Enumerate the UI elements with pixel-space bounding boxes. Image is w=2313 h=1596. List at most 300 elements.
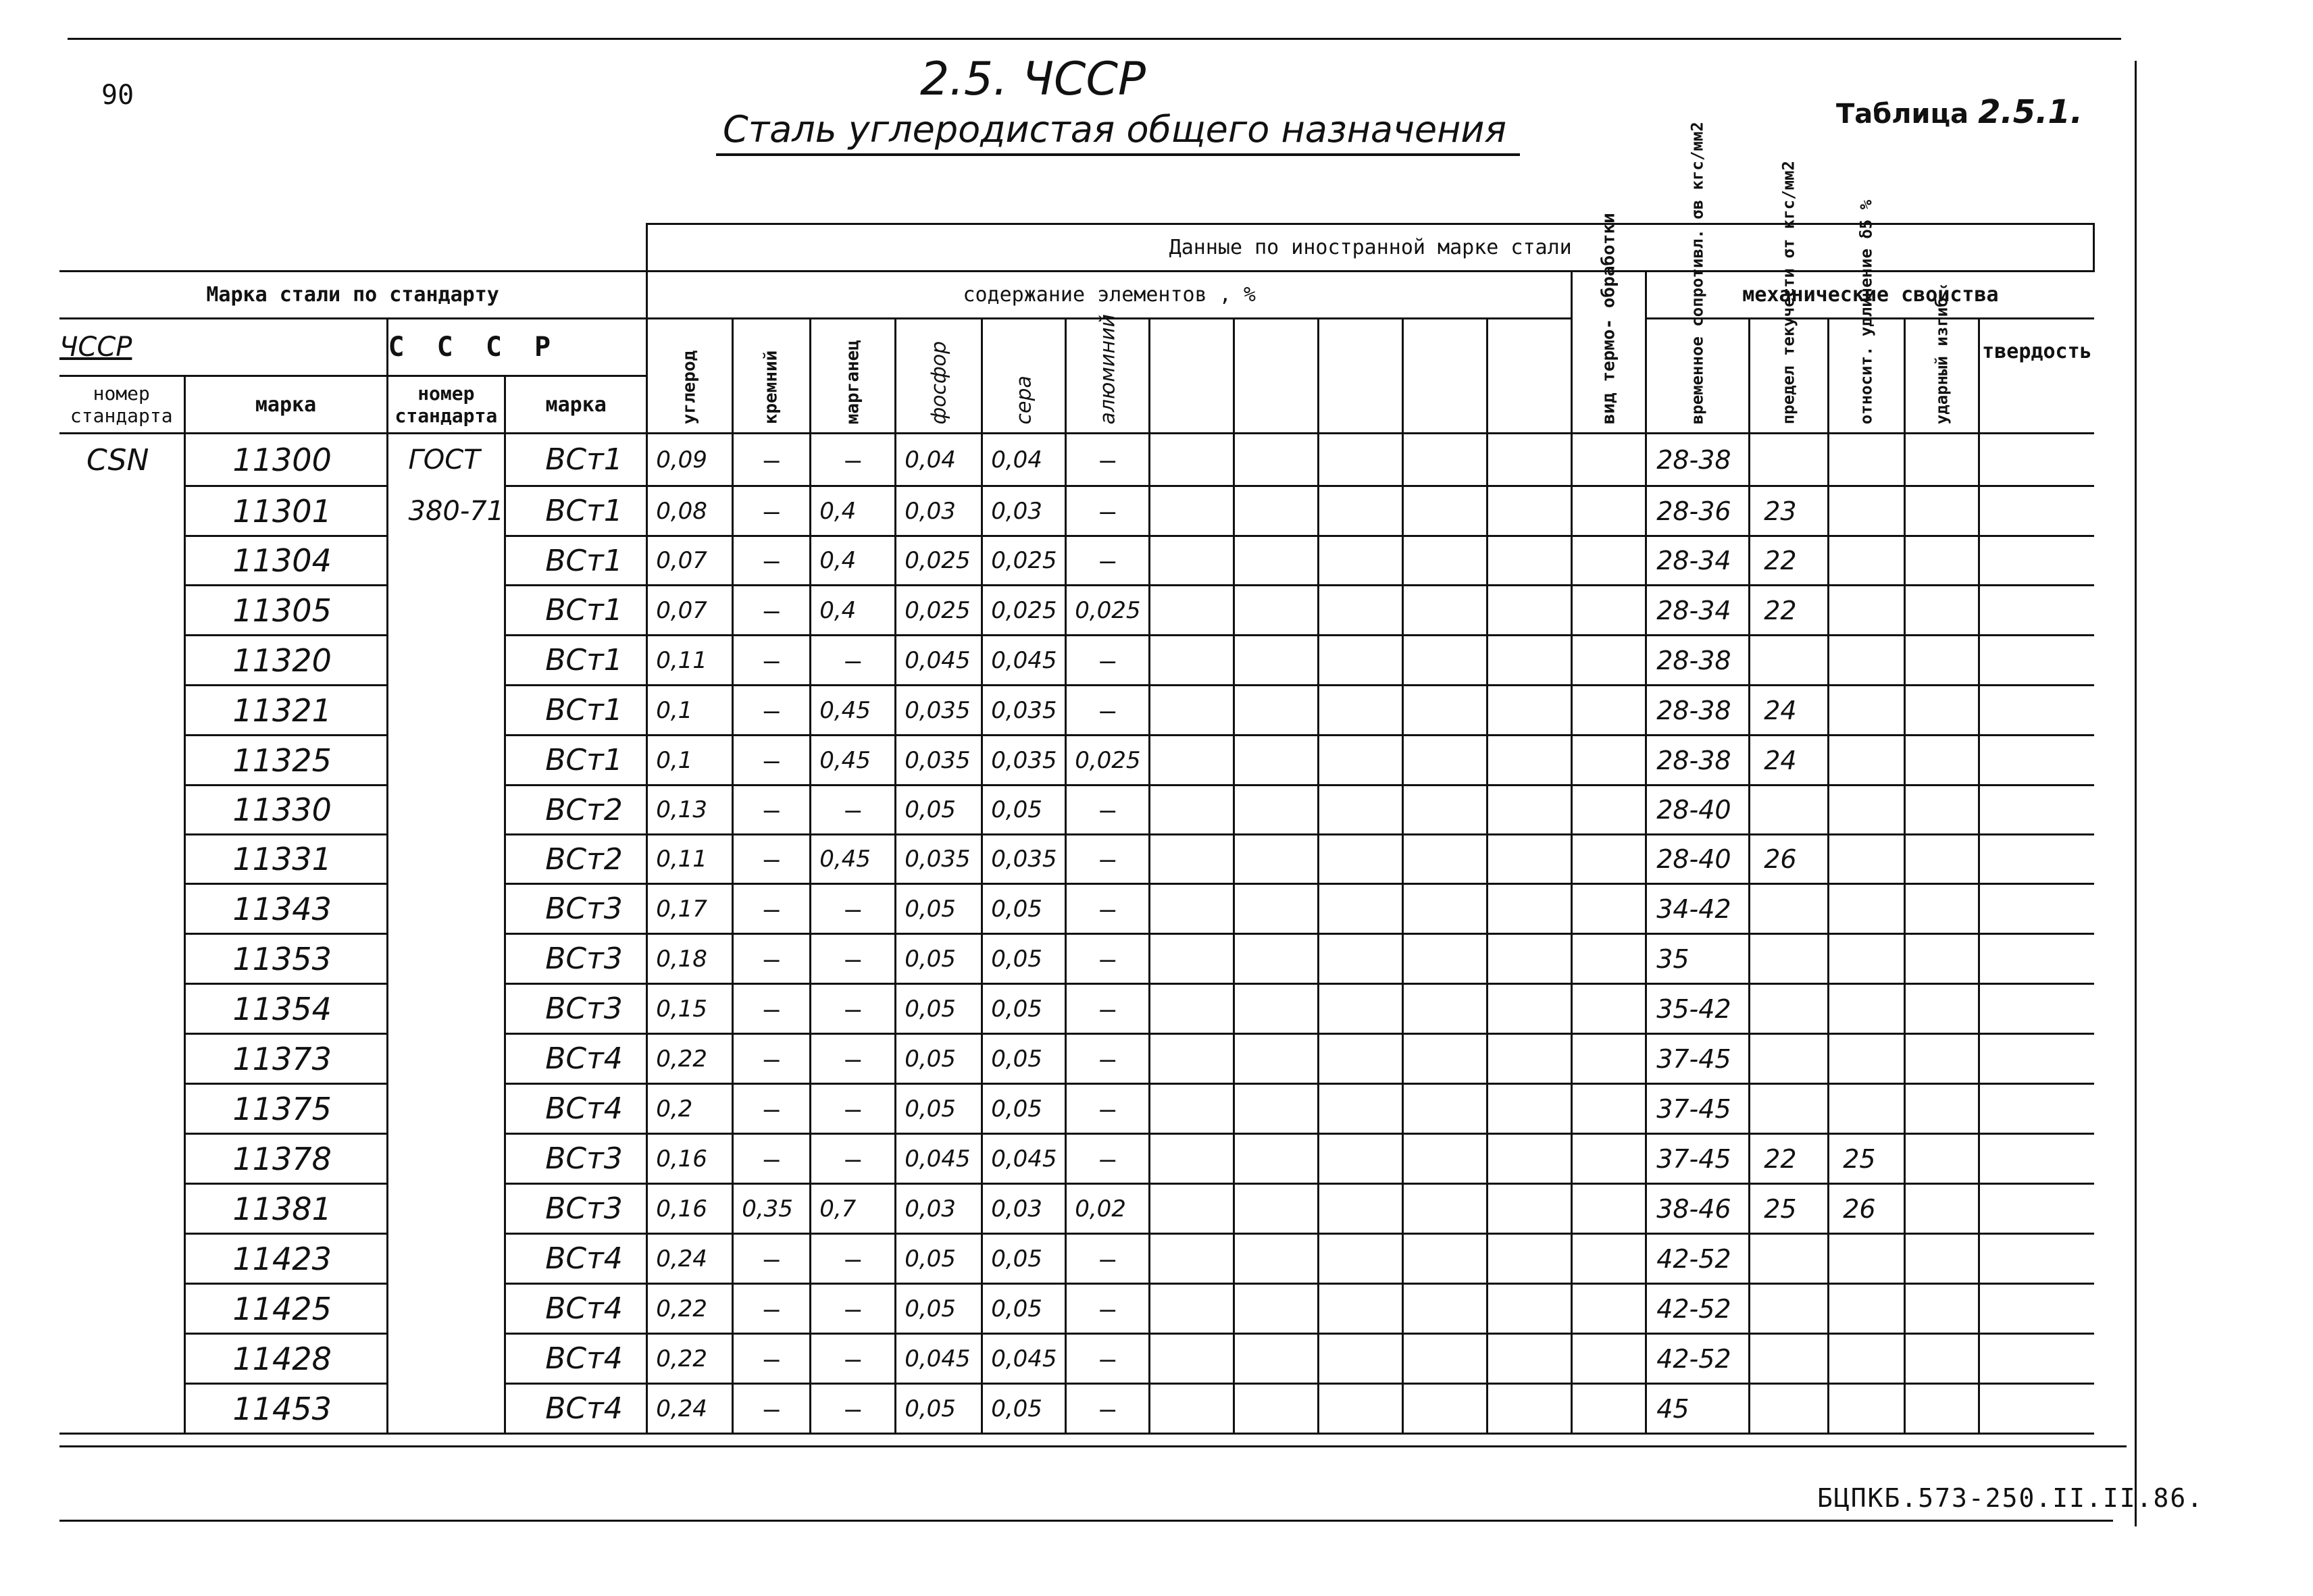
hardness-cell: [1979, 1384, 2094, 1434]
hardness-cell: [1979, 835, 2094, 884]
aluminum-cell: –: [1066, 934, 1150, 984]
phosphorus-cell: 0,05: [896, 786, 982, 835]
yield-cell: [1750, 1384, 1829, 1434]
elongation-cell: [1829, 1084, 1905, 1134]
manganese-cell: –: [811, 1284, 896, 1334]
silicon-cell: –: [733, 486, 811, 536]
sulfur-cell: 0,05: [982, 786, 1066, 835]
sulfur-cell: 0,045: [982, 1334, 1066, 1384]
silicon-cell: –: [733, 835, 811, 884]
empty-element-col-1: [1150, 319, 1234, 434]
silicon-cell: –: [733, 1284, 811, 1334]
empty-element-cell: [1403, 934, 1488, 984]
standard-cell: [59, 586, 184, 636]
yield-cell: 24: [1750, 736, 1829, 786]
foreign-data-header: Данные по иностранной марке стали: [647, 224, 2094, 272]
elongation-cell: [1829, 1034, 1905, 1084]
empty-element-cell: [1319, 736, 1403, 786]
standard-cell: [59, 1034, 184, 1084]
hardness-cell: [1979, 686, 2094, 736]
phosphorus-cell: 0,05: [896, 1234, 982, 1284]
silicon-cell: –: [733, 636, 811, 686]
empty-element-cell: [1319, 835, 1403, 884]
manganese-cell: –: [811, 1334, 896, 1384]
impact-cell: [1905, 835, 1979, 884]
empty-element-cell: [1234, 1334, 1319, 1384]
sulfur-cell: 0,03: [982, 1184, 1066, 1234]
heat-treatment-cell: [1572, 1084, 1646, 1134]
empty-element-cell: [1488, 434, 1572, 486]
heat-treatment-header: вид термо- обработки: [1572, 272, 1646, 434]
carbon-cell: 0,22: [647, 1334, 733, 1384]
heat-treatment-cell: [1572, 686, 1646, 736]
sulfur-cell: 0,035: [982, 736, 1066, 786]
yield-cell: [1750, 1234, 1829, 1284]
page-number: 90: [101, 80, 134, 111]
empty-element-cell: [1488, 835, 1572, 884]
blank-corner: [59, 224, 647, 272]
ussr-grade-cell: ВСт2: [505, 786, 647, 835]
table-row: [59, 1384, 2094, 1434]
empty-element-cell: [1488, 1284, 1572, 1334]
gost-cell: ГОСТ: [387, 434, 505, 486]
standard-cell: [59, 984, 184, 1034]
empty-element-cell: [1234, 934, 1319, 984]
elongation-cell: 25: [1829, 1134, 1905, 1184]
empty-element-cell: [1234, 835, 1319, 884]
carbon-cell: 0,22: [647, 1284, 733, 1334]
heat-treatment-cell: [1572, 835, 1646, 884]
yield-cell: [1750, 1084, 1829, 1134]
elongation-cell: [1829, 486, 1905, 536]
empty-element-cell: [1488, 1234, 1572, 1284]
aluminum-cell: –: [1066, 434, 1150, 486]
gost-cell: [387, 1034, 505, 1084]
table-row: [59, 1084, 2094, 1134]
empty-element-cell: [1319, 1184, 1403, 1234]
table-row: [59, 1134, 2094, 1184]
sulfur-cell: 0,05: [982, 934, 1066, 984]
phosphorus-cell: 0,05: [896, 934, 982, 984]
empty-element-cell: [1150, 536, 1234, 586]
tensile-cell: 28-38: [1646, 686, 1750, 736]
elongation-cell: [1829, 1284, 1905, 1334]
bottom-rule: [59, 1445, 2127, 1447]
yield-cell: 22: [1750, 536, 1829, 586]
empty-element-cell: [1488, 536, 1572, 586]
carbon-cell: 0,11: [647, 636, 733, 686]
empty-element-cell: [1234, 586, 1319, 636]
tensile-cell: 34-42: [1646, 884, 1750, 934]
aluminum-cell: –: [1066, 686, 1150, 736]
composition-header: содержание элементов , %: [647, 272, 1572, 319]
phosphorus-cell: 0,05: [896, 984, 982, 1034]
elongation-cell: [1829, 934, 1905, 984]
yield-cell: [1750, 984, 1829, 1034]
empty-element-cell: [1234, 1084, 1319, 1134]
gost-cell: [387, 835, 505, 884]
empty-element-cell: [1234, 636, 1319, 686]
elongation-cell: [1829, 636, 1905, 686]
manganese-cell: –: [811, 934, 896, 984]
impact-cell: [1905, 1334, 1979, 1384]
standard-cell: [59, 835, 184, 884]
ussr-grade-cell: ВСт1: [505, 736, 647, 786]
carbon-cell: 0,07: [647, 536, 733, 586]
elongation-cell: [1829, 686, 1905, 736]
yield-cell: 22: [1750, 1134, 1829, 1184]
ussr-grade-cell: ВСт4: [505, 1334, 647, 1384]
table-row: [59, 434, 2094, 486]
tensile-cell: 28-36: [1646, 486, 1750, 536]
tensile-cell: 35-42: [1646, 984, 1750, 1034]
empty-element-cell: [1319, 1234, 1403, 1284]
empty-element-cell: [1488, 736, 1572, 786]
empty-element-cell: [1150, 434, 1234, 486]
heat-treatment-cell: [1572, 1234, 1646, 1284]
empty-element-cell: [1488, 1034, 1572, 1084]
aluminum-cell: 0,025: [1066, 586, 1150, 636]
yield-cell: [1750, 434, 1829, 486]
impact-cell: [1905, 884, 1979, 934]
silicon-cell: –: [733, 536, 811, 586]
carbon-cell: 0,16: [647, 1184, 733, 1234]
aluminum-cell: –: [1066, 486, 1150, 536]
heat-treatment-cell: [1572, 1134, 1646, 1184]
section-title: 2.5. ЧССР: [920, 53, 1146, 106]
empty-element-cell: [1403, 1334, 1488, 1384]
empty-element-cell: [1319, 786, 1403, 835]
empty-element-cell: [1234, 786, 1319, 835]
carbon-cell: 0,15: [647, 984, 733, 1034]
heat-treatment-cell: [1572, 1384, 1646, 1434]
empty-element-cell: [1403, 884, 1488, 934]
phosphorus-cell: 0,045: [896, 1134, 982, 1184]
table-row: [59, 786, 2094, 835]
elongation-cell: [1829, 736, 1905, 786]
sulfur-cell: 0,035: [982, 835, 1066, 884]
empty-element-cell: [1488, 884, 1572, 934]
table-row: [59, 486, 2094, 536]
tensile-cell: 28-40: [1646, 786, 1750, 835]
table-row: [59, 835, 2094, 884]
phosphorus-cell: 0,035: [896, 835, 982, 884]
silicon-cell: 0,35: [733, 1184, 811, 1234]
ussr-grade-cell: ВСт1: [505, 686, 647, 736]
mechanical-properties-header: механические свойства: [1646, 272, 2094, 319]
tensile-cell: 37-45: [1646, 1134, 1750, 1184]
carbon-cell: 0,13: [647, 786, 733, 835]
impact-cell: [1905, 1034, 1979, 1084]
table-row: [59, 1334, 2094, 1384]
ussr-grade-header: марка: [505, 376, 647, 434]
ussr-grade-cell: ВСт1: [505, 434, 647, 486]
standard-cell: [59, 686, 184, 736]
hardness-cell: [1979, 586, 2094, 636]
grade-cell: 11301: [184, 486, 387, 536]
impact-cell: [1905, 586, 1979, 636]
manganese-cell: –: [811, 884, 896, 934]
tensile-cell: 28-38: [1646, 636, 1750, 686]
yield-cell: [1750, 1034, 1829, 1084]
manganese-header: марганец: [811, 319, 896, 434]
standard-cell: [59, 786, 184, 835]
grade-cell: 11343: [184, 884, 387, 934]
silicon-header: кремний: [733, 319, 811, 434]
sulfur-cell: 0,025: [982, 536, 1066, 586]
table-row: [59, 636, 2094, 686]
empty-element-cell: [1488, 1184, 1572, 1234]
grade-cell: 11331: [184, 835, 387, 884]
standard-cell: [59, 1184, 184, 1234]
impact-cell: [1905, 486, 1979, 536]
carbon-cell: 0,1: [647, 736, 733, 786]
table-row: [59, 934, 2094, 984]
aluminum-cell: –: [1066, 1034, 1150, 1084]
tensile-strength-header: временное сопротивл. σв кгс/мм2: [1646, 319, 1750, 434]
impact-cell: [1905, 636, 1979, 686]
aluminum-cell: –: [1066, 984, 1150, 1034]
tensile-cell: 28-38: [1646, 434, 1750, 486]
table-row: [59, 736, 2094, 786]
ussr-grade-cell: ВСт3: [505, 934, 647, 984]
aluminum-cell: –: [1066, 1334, 1150, 1384]
aluminum-cell: –: [1066, 884, 1150, 934]
footer-rule: [59, 1520, 2113, 1522]
phosphorus-cell: 0,05: [896, 884, 982, 934]
standard-cell: [59, 636, 184, 686]
ussr-grade-cell: ВСт4: [505, 1084, 647, 1134]
carbon-cell: 0,24: [647, 1384, 733, 1434]
empty-element-cell: [1403, 835, 1488, 884]
empty-element-cell: [1150, 486, 1234, 536]
manganese-cell: –: [811, 636, 896, 686]
hardness-cell: [1979, 786, 2094, 835]
tensile-cell: 35: [1646, 934, 1750, 984]
phosphorus-cell: 0,05: [896, 1084, 982, 1134]
empty-element-cell: [1319, 1134, 1403, 1184]
elongation-cell: [1829, 984, 1905, 1034]
carbon-cell: 0,18: [647, 934, 733, 984]
aluminum-header: алюминий: [1066, 319, 1150, 434]
hardness-header: твердость: [1979, 319, 2094, 434]
impact-cell: [1905, 1084, 1979, 1134]
carbon-cell: 0,22: [647, 1034, 733, 1084]
sulfur-cell: 0,05: [982, 1284, 1066, 1334]
hardness-cell: [1979, 1134, 2094, 1184]
manganese-cell: 0,45: [811, 686, 896, 736]
aluminum-cell: –: [1066, 1234, 1150, 1284]
hardness-cell: [1979, 1084, 2094, 1134]
grade-cell: 11325: [184, 736, 387, 786]
empty-element-cell: [1488, 786, 1572, 835]
ussr-grade-cell: ВСт3: [505, 884, 647, 934]
hardness-cell: [1979, 736, 2094, 786]
phosphorus-cell: 0,05: [896, 1384, 982, 1434]
top-rule: [68, 38, 2121, 40]
phosphorus-cell: 0,04: [896, 434, 982, 486]
standard-cell: [59, 536, 184, 586]
grade-cell: 11425: [184, 1284, 387, 1334]
tensile-cell: 42-52: [1646, 1334, 1750, 1384]
phosphorus-header: фосфор: [896, 319, 982, 434]
ussr-grade-cell: ВСт3: [505, 984, 647, 1034]
empty-element-cell: [1150, 586, 1234, 636]
empty-element-cell: [1234, 1034, 1319, 1084]
elongation-cell: [1829, 434, 1905, 486]
ussr-header: С С С Р: [387, 319, 647, 376]
empty-element-cell: [1403, 786, 1488, 835]
empty-element-cell: [1403, 1084, 1488, 1134]
aluminum-cell: 0,02: [1066, 1184, 1150, 1234]
impact-cell: [1905, 984, 1979, 1034]
empty-element-cell: [1150, 835, 1234, 884]
heat-treatment-cell: [1572, 1184, 1646, 1234]
sulfur-cell: 0,045: [982, 1134, 1066, 1184]
gost-cell: [387, 1184, 505, 1234]
ussr-grade-cell: ВСт1: [505, 636, 647, 686]
manganese-cell: 0,45: [811, 835, 896, 884]
manganese-cell: –: [811, 1234, 896, 1284]
tensile-cell: 37-45: [1646, 1084, 1750, 1134]
carbon-cell: 0,07: [647, 586, 733, 636]
carbon-header: углерод: [647, 319, 733, 434]
grade-cell: 11304: [184, 536, 387, 586]
empty-element-cell: [1234, 984, 1319, 1034]
standard-cell: [59, 1084, 184, 1134]
silicon-cell: –: [733, 1234, 811, 1284]
manganese-cell: 0,4: [811, 486, 896, 536]
empty-element-cell: [1403, 1284, 1488, 1334]
empty-element-cell: [1488, 486, 1572, 536]
tensile-cell: 28-38: [1646, 736, 1750, 786]
standard-cell: [59, 1234, 184, 1284]
silicon-cell: –: [733, 686, 811, 736]
yield-cell: 25: [1750, 1184, 1829, 1234]
yield-cell: [1750, 884, 1829, 934]
yield-strength-header: предел текучести σт кгс/мм2: [1750, 319, 1829, 434]
hardness-cell: [1979, 636, 2094, 686]
empty-element-cell: [1150, 934, 1234, 984]
grade-by-standard-header: Марка стали по стандарту: [59, 272, 647, 319]
table-label-text: Таблица: [1836, 99, 1969, 130]
empty-element-cell: [1488, 984, 1572, 1034]
empty-element-cell: [1319, 934, 1403, 984]
empty-element-cell: [1403, 586, 1488, 636]
standard-cell: [59, 486, 184, 536]
country-czechoslovakia-header: ЧССР: [59, 319, 387, 376]
yield-cell: 26: [1750, 835, 1829, 884]
sulfur-cell: 0,05: [982, 1034, 1066, 1084]
sulfur-cell: 0,035: [982, 686, 1066, 736]
phosphorus-cell: 0,03: [896, 486, 982, 536]
sulfur-cell: 0,05: [982, 1084, 1066, 1134]
hardness-cell: [1979, 1334, 2094, 1384]
empty-element-cell: [1234, 536, 1319, 586]
empty-element-cell: [1150, 736, 1234, 786]
empty-element-cell: [1234, 1384, 1319, 1434]
gost-cell: [387, 934, 505, 984]
grade-cell: 11330: [184, 786, 387, 835]
grade-cell: 11423: [184, 1234, 387, 1284]
impact-cell: [1905, 934, 1979, 984]
ussr-grade-cell: ВСт4: [505, 1034, 647, 1084]
tensile-cell: 42-52: [1646, 1234, 1750, 1284]
manganese-cell: –: [811, 984, 896, 1034]
empty-element-col-2: [1234, 319, 1319, 434]
empty-element-cell: [1319, 984, 1403, 1034]
sulfur-cell: 0,05: [982, 1234, 1066, 1284]
table-row: [59, 686, 2094, 736]
hardness-cell: [1979, 536, 2094, 586]
table-row: [59, 1184, 2094, 1234]
empty-element-cell: [1319, 884, 1403, 934]
grade-cell: 11305: [184, 586, 387, 636]
empty-element-cell: [1150, 636, 1234, 686]
manganese-cell: 0,4: [811, 586, 896, 636]
phosphorus-cell: 0,05: [896, 1284, 982, 1334]
empty-element-cell: [1150, 1234, 1234, 1284]
elongation-cell: [1829, 536, 1905, 586]
gost-cell: [387, 1384, 505, 1434]
empty-element-cell: [1488, 686, 1572, 736]
empty-element-cell: [1150, 1284, 1234, 1334]
impact-cell: [1905, 1284, 1979, 1334]
empty-element-cell: [1319, 686, 1403, 736]
gost-cell: [387, 586, 505, 636]
carbon-cell: 0,1: [647, 686, 733, 736]
grade-header: марка: [184, 376, 387, 434]
heat-treatment-cell: [1572, 486, 1646, 536]
empty-element-cell: [1150, 984, 1234, 1034]
manganese-cell: –: [811, 786, 896, 835]
empty-element-cell: [1150, 1134, 1234, 1184]
table-row: [59, 1284, 2094, 1334]
table-row: [59, 536, 2094, 586]
standard-cell: [59, 1134, 184, 1184]
empty-element-cell: [1150, 786, 1234, 835]
empty-element-cell: [1234, 736, 1319, 786]
phosphorus-cell: 0,025: [896, 586, 982, 636]
elongation-cell: [1829, 1334, 1905, 1384]
ussr-grade-cell: ВСт1: [505, 586, 647, 636]
tensile-cell: 45: [1646, 1384, 1750, 1434]
manganese-cell: –: [811, 1084, 896, 1134]
elongation-cell: [1829, 835, 1905, 884]
yield-cell: [1750, 636, 1829, 686]
table-row: [59, 1234, 2094, 1284]
ussr-grade-cell: ВСт1: [505, 486, 647, 536]
gost-cell: [387, 1334, 505, 1384]
heat-treatment-cell: [1572, 434, 1646, 486]
sulfur-cell: 0,05: [982, 1384, 1066, 1434]
standard-cell: [59, 1384, 184, 1434]
empty-element-cell: [1234, 884, 1319, 934]
empty-element-cell: [1234, 434, 1319, 486]
phosphorus-cell: 0,05: [896, 1034, 982, 1084]
silicon-cell: –: [733, 736, 811, 786]
silicon-cell: –: [733, 934, 811, 984]
elongation-cell: 26: [1829, 1184, 1905, 1234]
grade-cell: 11320: [184, 636, 387, 686]
impact-cell: [1905, 1134, 1979, 1184]
impact-cell: [1905, 434, 1979, 486]
tensile-cell: 28-34: [1646, 586, 1750, 636]
empty-element-cell: [1488, 1134, 1572, 1184]
hardness-cell: [1979, 434, 2094, 486]
carbon-cell: 0,16: [647, 1134, 733, 1184]
empty-element-cell: [1319, 1384, 1403, 1434]
